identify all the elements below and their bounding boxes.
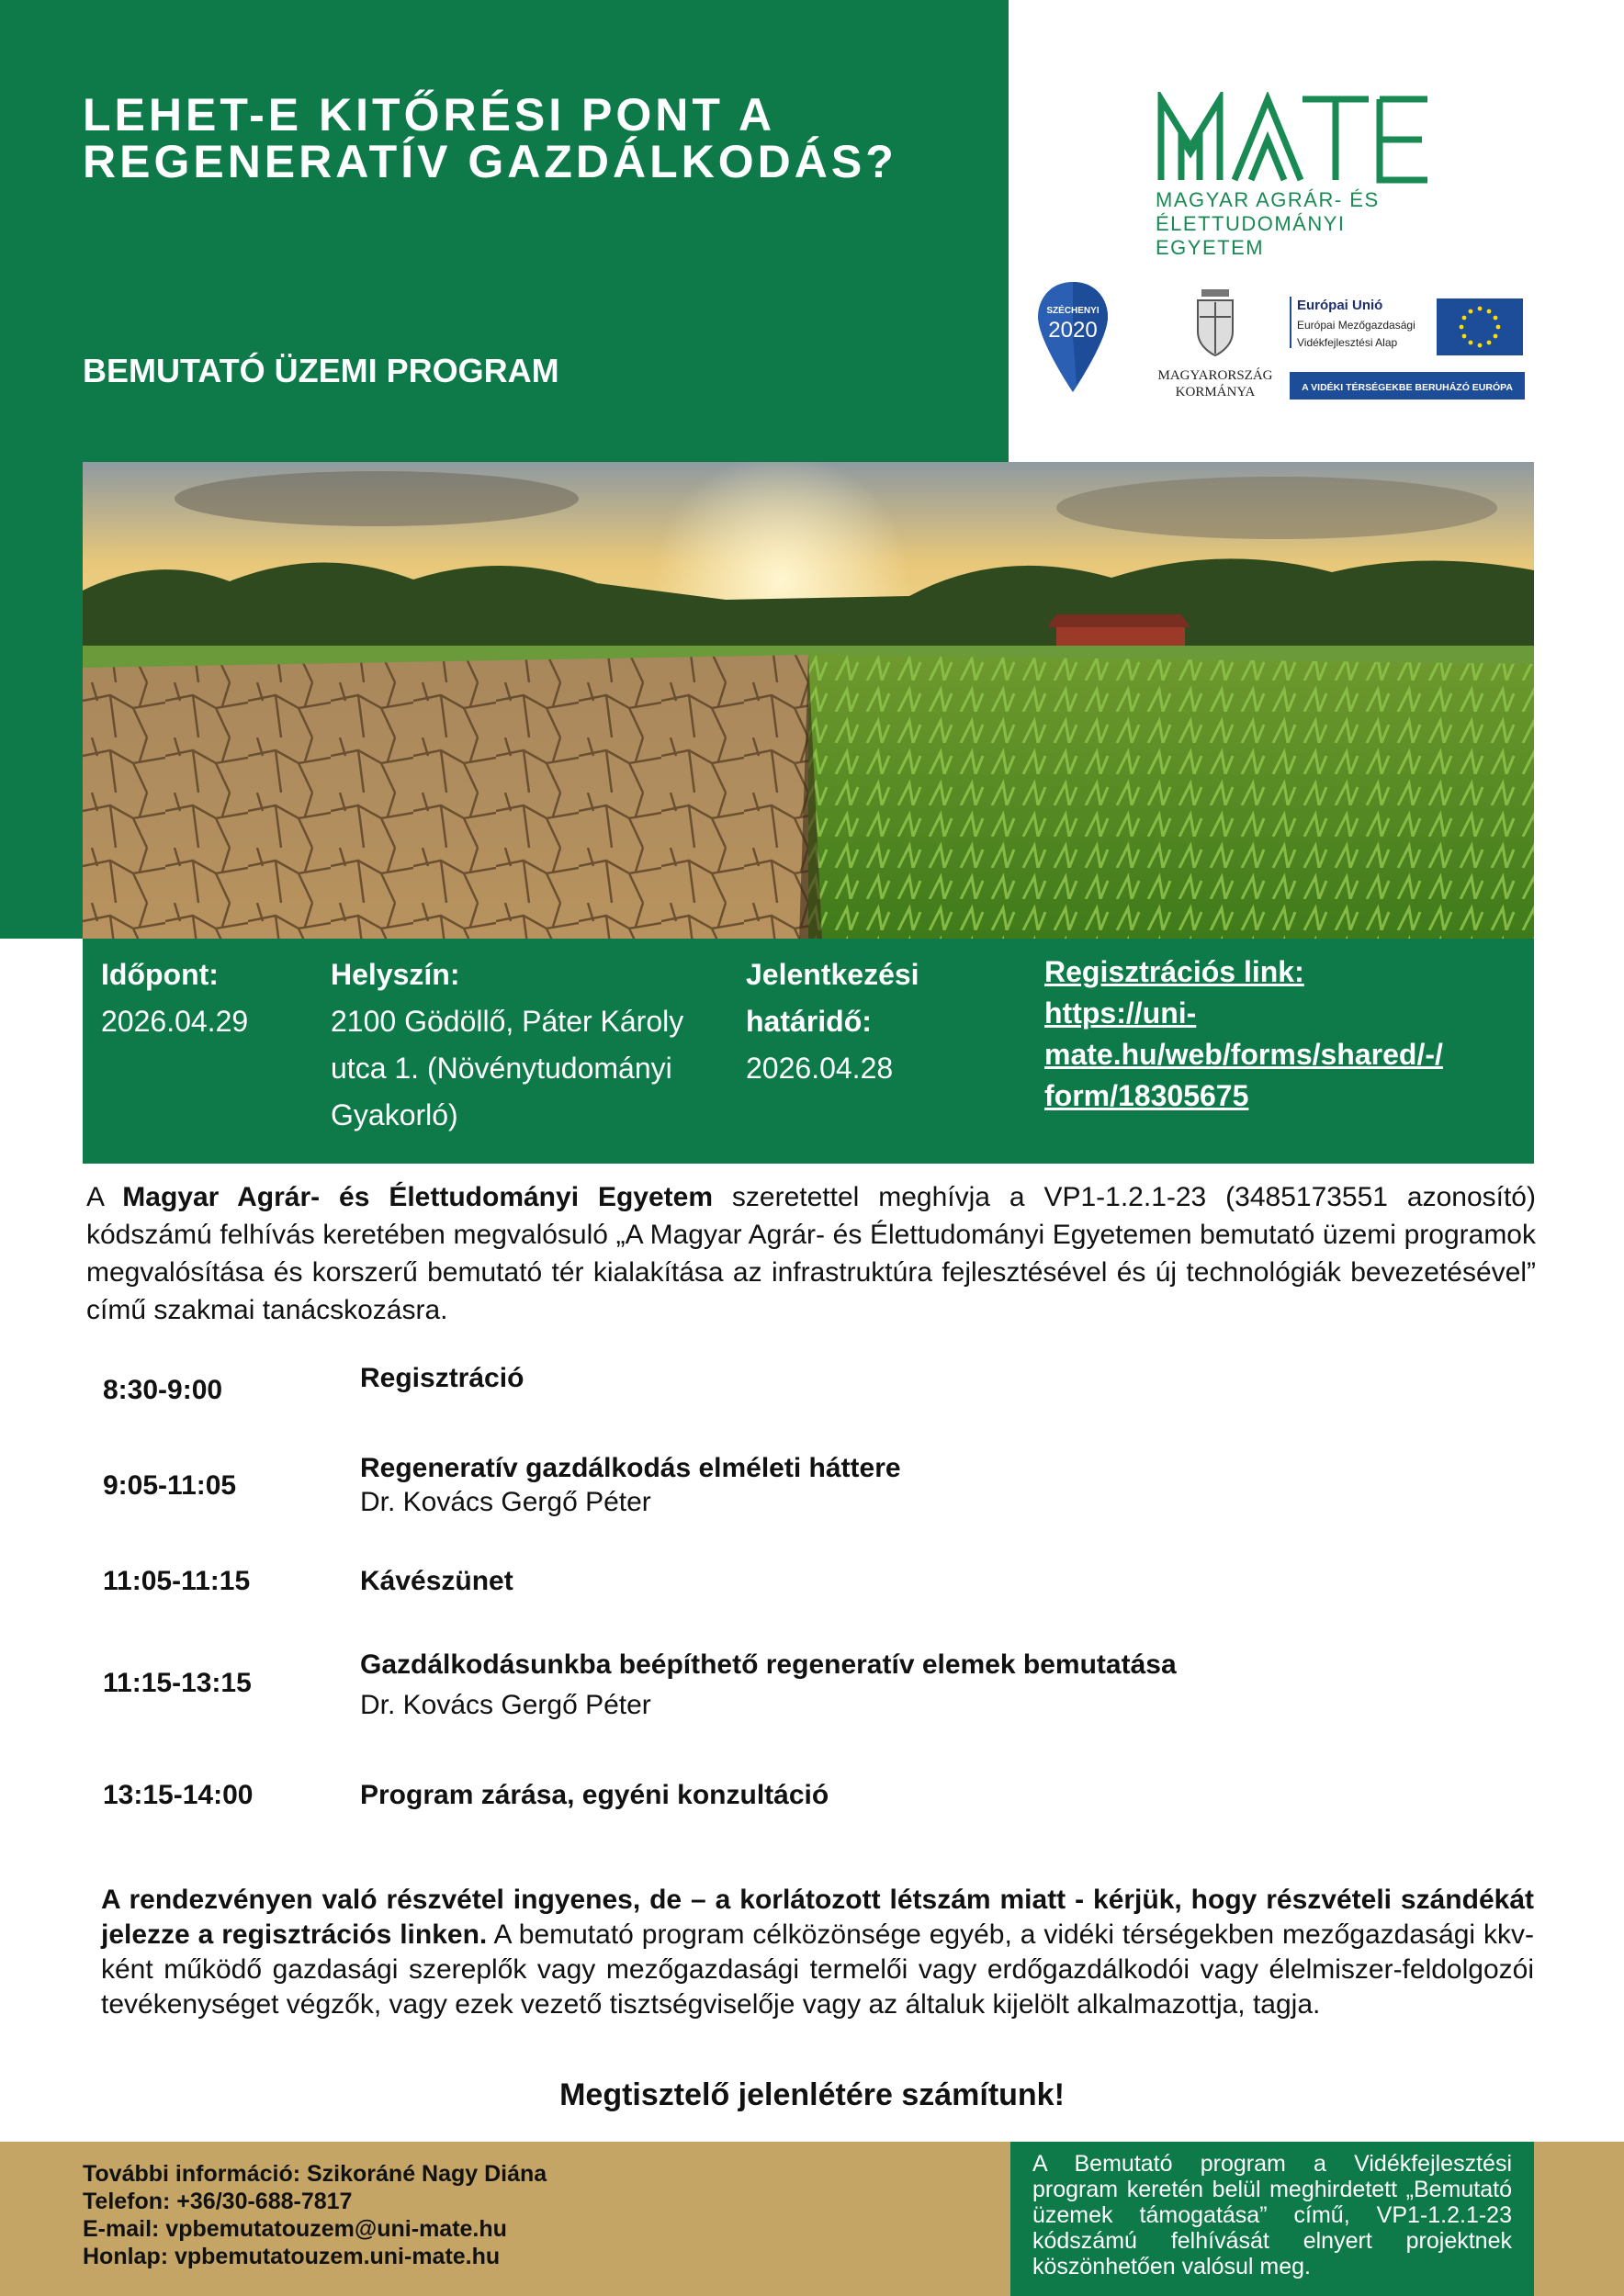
date-label: Időpont: bbox=[101, 958, 219, 991]
mate-logo bbox=[1156, 92, 1431, 260]
contact-email[interactable]: E-mail: vpbemutatouzem@uni-mate.hu bbox=[83, 2216, 507, 2242]
place-line3: Gyakorló) bbox=[331, 1098, 458, 1131]
registration-link-label[interactable]: Regisztrációs link: bbox=[1044, 955, 1304, 988]
schedule-title: Gazdálkodásunkba beépíthető regeneratív elemek bemutatása bbox=[360, 1649, 1177, 1680]
date-block bbox=[101, 951, 248, 1045]
date-value: 2026.04.29 bbox=[101, 1005, 249, 1038]
deadline-block bbox=[746, 951, 919, 1092]
schedule-title: Regisztráció bbox=[360, 1363, 524, 1393]
gov-line2: KORMÁNYA bbox=[1175, 385, 1256, 400]
page-subtitle: BEMUTATÓ ÜZEMI PROGRAM bbox=[83, 352, 559, 389]
eu-fund-logo bbox=[1290, 297, 1525, 400]
contact-block bbox=[83, 2160, 547, 2270]
mate-name-line2: ÉLETTUDOMÁNYI EGYETEM bbox=[1156, 212, 1346, 259]
intro-paragraph bbox=[86, 1178, 1536, 1329]
eu-line1: Európai Mezőgazdasági bbox=[1297, 319, 1415, 332]
schedule-title: Kávészünet bbox=[360, 1566, 513, 1596]
szechenyi-top-text: SZÉCHENYI bbox=[1046, 306, 1100, 316]
schedule-speaker: Dr. Kovács Gergő Péter bbox=[360, 1690, 651, 1720]
registration-block bbox=[1044, 951, 1443, 1117]
registration-link-line3[interactable]: form/18305675 bbox=[1044, 1079, 1249, 1112]
hero-field-image bbox=[83, 462, 1534, 940]
place-label: Helyszín: bbox=[331, 958, 460, 991]
gov-line1: MAGYARORSZÁG bbox=[1157, 368, 1273, 383]
registration-link-line1[interactable]: https://uni- bbox=[1044, 996, 1197, 1030]
eu-banner-text: A VIDÉKI TÉRSÉGEKBE BERUHÁZÓ EURÓPA bbox=[1302, 382, 1513, 393]
contact-phone[interactable]: Telefon: +36/30-688-7817 bbox=[83, 2189, 353, 2214]
notice-rest: A bemutató program célközönsége egyéb, a vidéki térségekben mezőgazdasági kkv-ként működő gazdasági szereplők vagy mezőgazdasági termelői vagy erdőgazdálkodói vagy élelmiszer-feldolgozói tevékenységet végzők, vagy ezek vezető tisztségviselője vagy az általuk kijelölt alkalmazottja, tagja. bbox=[101, 1919, 1534, 2020]
intro-prefix: A bbox=[86, 1182, 123, 1212]
government-coat-of-arms-icon bbox=[1157, 289, 1272, 400]
mate-name-line1: MAGYAR AGRÁR- ÉS bbox=[1156, 188, 1380, 211]
registration-link-line2[interactable]: mate.hu/web/forms/shared/-/ bbox=[1044, 1038, 1443, 1071]
eu-title: Európai Unió bbox=[1297, 298, 1383, 313]
contact-website[interactable]: Honlap: vpbemutatouzem.uni-mate.hu bbox=[83, 2244, 501, 2269]
place-block bbox=[331, 951, 683, 1139]
partner-logos bbox=[1036, 280, 1532, 409]
closing-line: Megtisztelő jelenlétére számítunk! bbox=[559, 2077, 1065, 2112]
page-title: LEHET-E KITŐRÉSI PONT A REGENERATÍV GAZDÁLKODÁS? bbox=[83, 89, 897, 187]
szechenyi-2020-logo bbox=[1038, 282, 1108, 392]
schedule-time: 9:05-11:05 bbox=[103, 1470, 237, 1501]
schedule-time: 11:05-11:15 bbox=[103, 1566, 251, 1596]
mate-wordmark-logo bbox=[1156, 92, 1431, 184]
participation-notice bbox=[101, 1883, 1534, 2022]
schedule-speaker: Dr. Kovács Gergő Péter bbox=[360, 1487, 651, 1517]
intro-organization: Magyar Agrár- és Élettudományi Egyetem bbox=[122, 1182, 713, 1212]
schedule-time: 13:15-14:00 bbox=[103, 1780, 254, 1810]
place-line1: 2100 Gödöllő, Páter Károly bbox=[331, 1005, 684, 1038]
eu-line2: Vidékfejlesztési Alap bbox=[1297, 336, 1398, 349]
notice-bold: A rendezvényen való részvétel ingyenes, de – a korlátozott létszám miatt - kérjük, hogy részvételi szándékát jelezze a regisztrációs linken. bbox=[101, 1885, 1534, 1950]
schedule-time: 11:15-13:15 bbox=[103, 1668, 252, 1698]
deadline-label2: határidő: bbox=[746, 1005, 872, 1038]
schedule-title: Regeneratív gazdálkodás elméleti háttere bbox=[360, 1453, 901, 1483]
place-line2: utca 1. (Növénytudományi bbox=[331, 1052, 672, 1085]
deadline-label1: Jelentkezési bbox=[746, 958, 919, 991]
event-info-band bbox=[83, 939, 1534, 1164]
schedule-title: Program zárása, egyéni konzultáció bbox=[360, 1780, 829, 1810]
intro-rest: szeretettel meghívja a VP1-1.2.1-23 (3485173551 azonosító) kódszámú felhívás keretében megvalósuló „A Magyar Agrár- és Élettudományi Egyetemen bemutató üzemi programok megvalósítása és korszerű bemutató tér kialakítása az infrastruktúra fejlesztésével és új technológiák bevezetésével” című szakmai tanácskozásra. bbox=[86, 1182, 1536, 1325]
contact-person: További információ: Szikoráné Nagy Diána bbox=[83, 2161, 547, 2187]
funding-note bbox=[1010, 2142, 1534, 2296]
schedule-time: 8:30-9:00 bbox=[103, 1375, 223, 1405]
deadline-value: 2026.04.28 bbox=[746, 1052, 894, 1085]
funding-text: A Bemutató program a Vidékfejlesztési program keretén belül meghirdetett „Bemutató üzemek támogatása” című, VP1-1.2.1-23 kódszámú felhívását elnyert projektnek köszönhetően valósul meg. bbox=[1032, 2151, 1512, 2279]
szechenyi-year-text: 2020 bbox=[1048, 318, 1098, 343]
